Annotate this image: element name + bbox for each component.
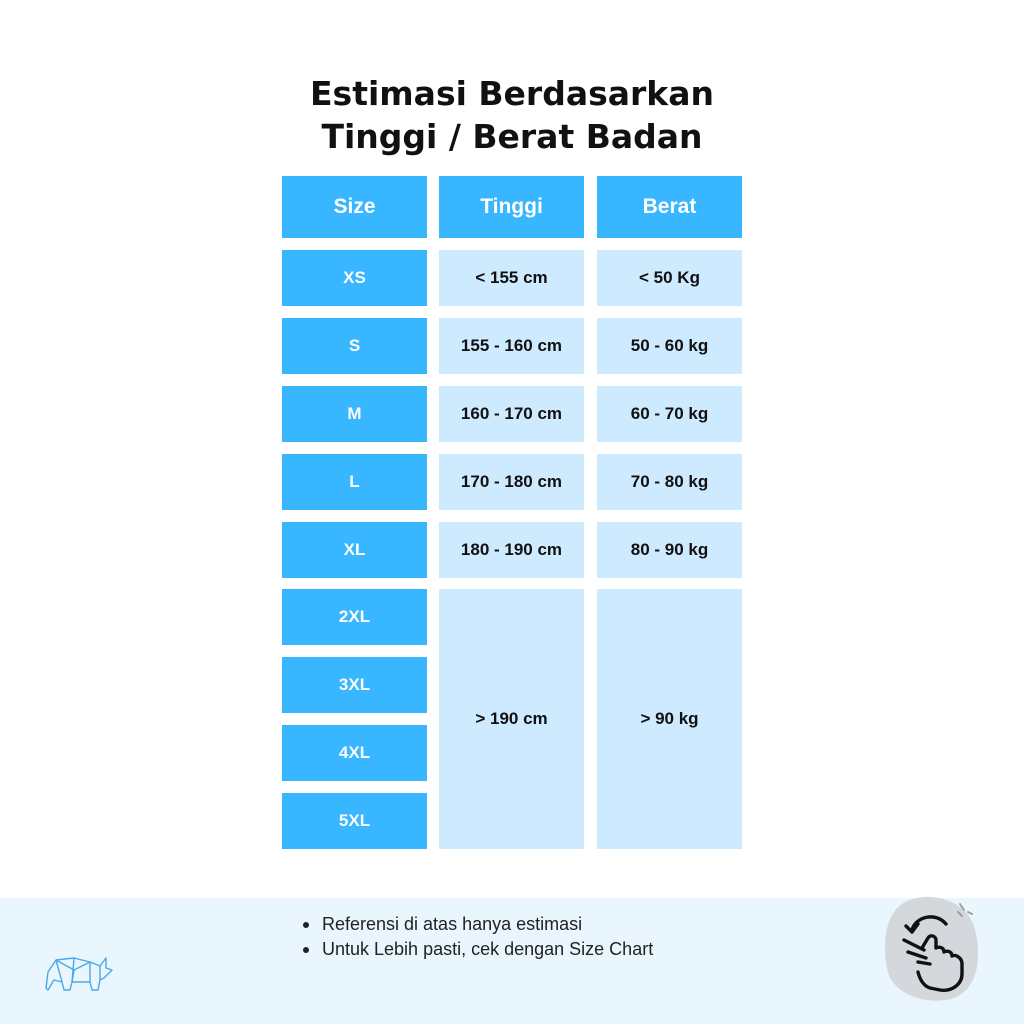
size-cell: 5XL (282, 793, 427, 849)
swipe-hand-icon (882, 892, 982, 1002)
berat-cell: 80 - 90 kg (597, 522, 742, 578)
rhino-logo-icon (44, 950, 116, 996)
tinggi-cell: < 155 cm (439, 250, 584, 306)
notes-list (300, 912, 653, 962)
tinggi-cell: 155 - 160 cm (439, 318, 584, 374)
tinggi-cell: 170 - 180 cm (439, 454, 584, 510)
header-size: Size (282, 176, 427, 238)
size-cell: L (282, 454, 427, 510)
size-cell: S (282, 318, 427, 374)
size-cell: XL (282, 522, 427, 578)
size-cell: 3XL (282, 657, 427, 713)
page-title (0, 72, 1024, 158)
title-line-2: Tinggi / Berat Badan (321, 117, 703, 156)
note-item: Referensi di atas hanya estimasi (300, 912, 653, 937)
size-cell: M (282, 386, 427, 442)
berat-cell: < 50 Kg (597, 250, 742, 306)
berat-cell: 70 - 80 kg (597, 454, 742, 510)
size-cell: 4XL (282, 725, 427, 781)
berat-cell: 50 - 60 kg (597, 318, 742, 374)
tinggi-cell: 160 - 170 cm (439, 386, 584, 442)
tinggi-cell-merged: > 190 cm (439, 589, 584, 849)
note-item: Untuk Lebih pasti, cek dengan Size Chart (300, 937, 653, 962)
title-line-1: Estimasi Berdasarkan (310, 74, 714, 113)
header-berat: Berat (597, 176, 742, 238)
berat-cell: 60 - 70 kg (597, 386, 742, 442)
berat-cell-merged: > 90 kg (597, 589, 742, 849)
tinggi-cell: 180 - 190 cm (439, 522, 584, 578)
size-cell: 2XL (282, 589, 427, 645)
size-cell: XS (282, 250, 427, 306)
header-tinggi: Tinggi (439, 176, 584, 238)
